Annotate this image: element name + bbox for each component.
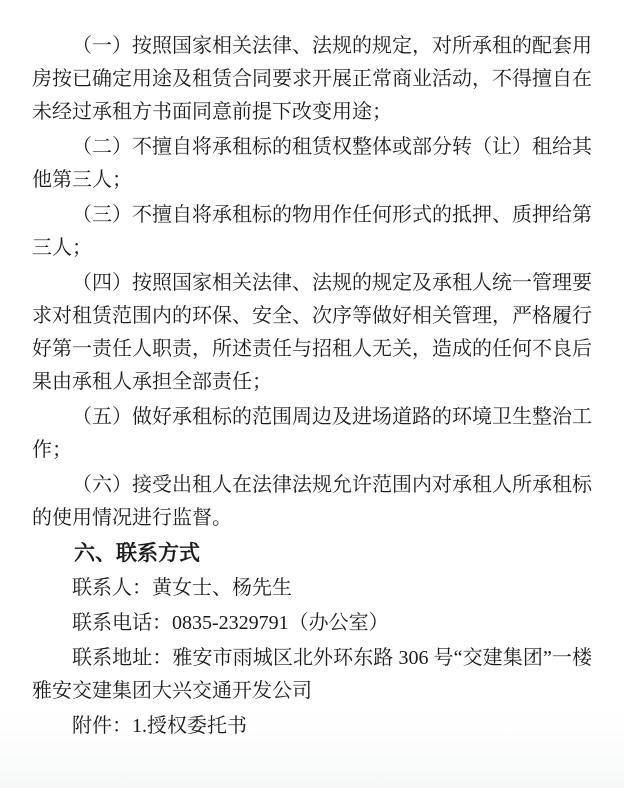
clause-2: （二）不擅自将承租标的租赁权整体或部分转（让）租给其他第三人； (32, 136, 592, 191)
clause-3: （三）不擅自将承租标的物用作任何形式的抵押、质押给第三人； (32, 204, 592, 259)
contact-phone-line: 联系电话：0835-2329791（办公室） (72, 612, 389, 634)
document-body (32, 30, 592, 743)
section-heading-contact: 六、联系方式 (74, 542, 200, 565)
clause-4: （四）按照国家相关法律、法规的规定及承租人统一管理要求对租赁范围内的环保、安全、次序等做好相关管理，严格履行好第一责任人职责，所述责任与招租人无关，造成的任何不良后果由承租人承担全部责任； (32, 272, 592, 393)
clause-5: （五）做好承租标的范围周边及进场道路的环境卫生整治工作； (32, 406, 592, 461)
clause-6: （六）接受出租人在法律法规允许范围内对承租人所承租标的使用情况进行监督。 (32, 474, 592, 529)
contact-person-line: 联系人：黄女士、杨先生 (72, 577, 292, 599)
attachment-line: 附件：1.授权委托书 (72, 715, 247, 737)
clause-1: （一）按照国家相关法律、法规的规定，对所承租的配套用房按已确定用途及租赁合同要求开展正常商业活动，不得擅自在未经过承租方书面同意前提下改变用途； (32, 35, 592, 123)
contact-address-line: 联系地址：雅安市雨城区北外环东路 306 号“交建集团”一楼雅安交建集团大兴交通开发公司 (32, 647, 592, 702)
